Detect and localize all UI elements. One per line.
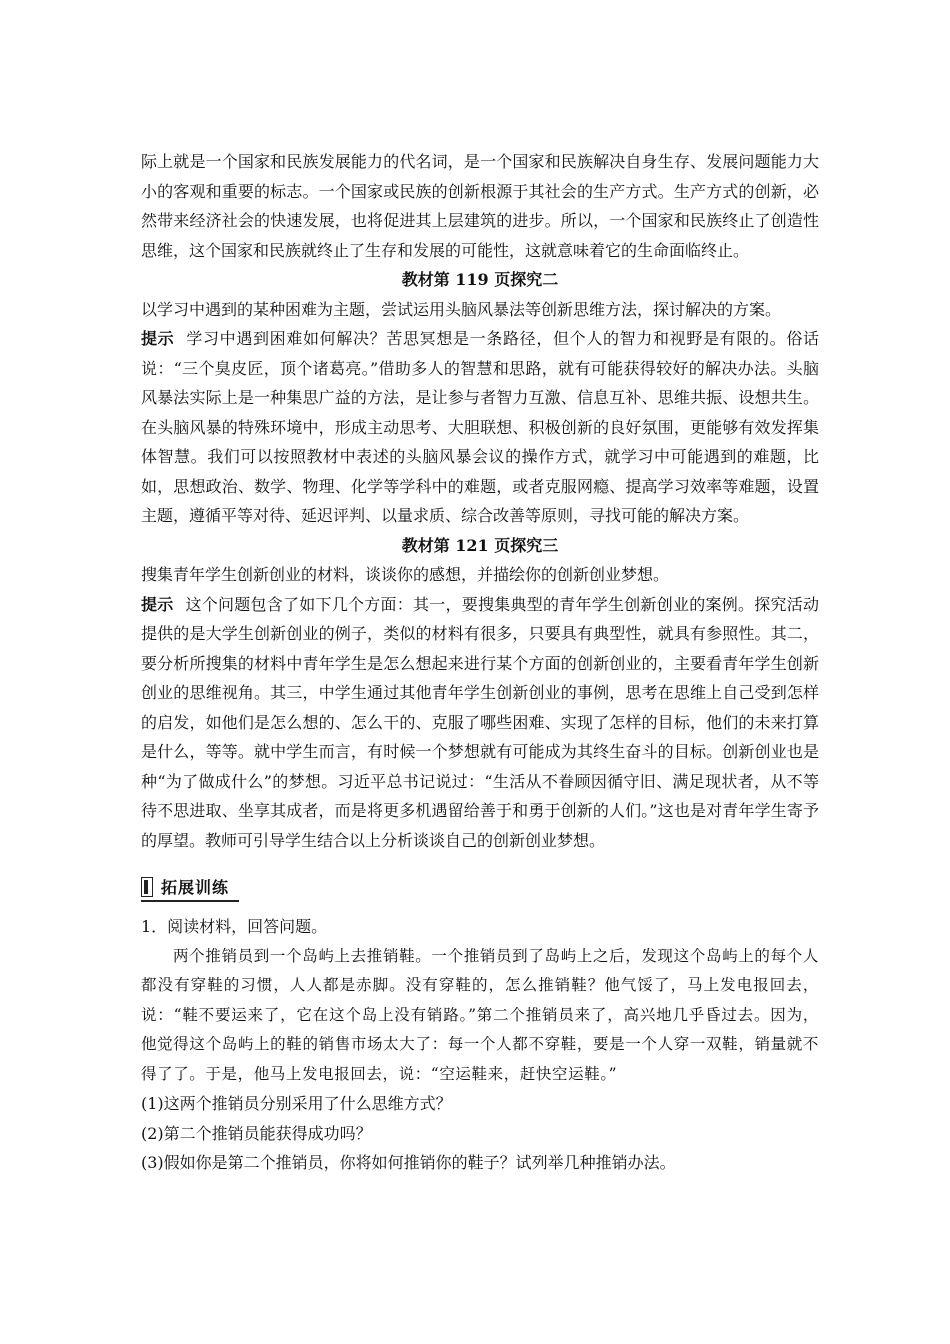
tip-text: 学习中遇到困难如何解决？苦思冥想是一条路径，但个人的智力和视野是有限的。俗话说：“三个臭皮匠，顶个诸葛亮。”借助多人的智慧和思路，就有可能获得较好的解决办法。头脑风暴法实际上是一种集思广益的方法，是让参与者智力互激、信息互补、思维共振、设想共生。在头脑风暴的特殊环境中，形成主动思考、大胆联想、积极创新的良好氛围，更能够有效发挥集体智慧。我们可以按照教材中表述的头脑风暴会议的操作方式，就学习中可能遇到的难题，比如，思想政治、数学、物理、化学等学科中的难题，或者克服网瘾、提高学习效率等难题，设置主题，遵循平等对待、延迟评判、以量求质、综合改善等原则，寻找可能的解决方案。	[141, 329, 819, 525]
explore2-question: 以学习中遇到的某种困难为主题，尝试运用头脑风暴法等创新思维方法，探讨解决的方案。	[141, 299, 782, 319]
tip-label: 提示	[141, 329, 175, 348]
section-header	[141, 873, 819, 902]
question-1-sub-3: (3)假如你是第二个推销员，你将如何推销你的鞋子？试列举几种推销办法。	[141, 1153, 676, 1172]
explore2-title: 教材第 119 页探究二	[401, 270, 559, 289]
section-title: 拓展训练	[161, 878, 230, 897]
explore3-title: 教材第 121 页探究三	[401, 535, 559, 555]
page-content	[141, 147, 819, 1178]
question-1-sub-1: (1)这两个推销员分别采用了什么思维方式？	[141, 1094, 452, 1113]
tip-text: 这个问题包含了如下几个方面：其一，要搜集典型的青年学生创新创业的案例。探究活动提供的是大学生创新创业的例子，类似的材料有很多，只要具有典型性，就具有参照性。其二，要分析所搜集的材料中青年学生是怎么想起来进行某个方面的创新创业的，主要看青年学生创新创业的思维视角。其三，中学生通过其他青年学生创新创业的事例，思考在思维上自己受到怎样的启发，如他们是怎么想的、怎么干的、克服了哪些困难、实现了怎样的目标，他们的未来打算是什么，等等。就中学生而言，有时候一个梦想就有可能成为其终生奋斗的目标。创新创业也是种“为了做成什么”的梦想。习近平总书记说过：“生活从不眷顾因循守旧、满足现状者，从不等待不思进取、坐享其成者，而是将更多机遇留给善于和勇于创新的人们。”这也是对青年学生寄予的厚望。教师可引导学生结合以上分析谈谈自己的创新创业梦想。	[141, 594, 819, 850]
explore3-question: 搜集青年学生创新创业的材料，谈谈你的感想，并描绘你的创新创业梦想。	[141, 565, 670, 584]
section-title-box	[141, 873, 239, 902]
intro-paragraph: 际上就是一个国家和民族发展能力的代名词，是一个国家和民族解决自身生存、发展问题能力大小的客观和重要的标志。一个国家或民族的创新根源于其社会的生产方式。生产方式的创新，必然带来经济社会的快速发展，也将促进其上层建筑的进步。所以，一个国家和民族终止了创造性思维，这个国家和民族就终止了生存和发展的可能性，这就意味着它的生命面临终止。	[141, 152, 819, 260]
explore2-tip	[141, 324, 819, 531]
question-1-material: 两个推销员到一个岛屿上去推销鞋。一个推销员到了岛屿上之后，发现这个岛屿上的每个人都没有穿鞋的习惯，人人都是赤脚。没有穿鞋的，怎么推销鞋？他气馁了，马上发电报回去，说：“鞋不要运来了，它在这个岛上没有销路。”第二个推销员来了，高兴地几乎昏过去。因为，他觉得这个岛屿上的鞋的销售市场太大了：每一个人都不穿鞋，要是一个人穿一双鞋，销量就不得了了。于是，他马上发电报回去，说：“空运鞋来，赶快空运鞋。”	[141, 946, 819, 1083]
question-1-sub-2: (2)第二个推销员能获得成功吗？	[141, 1123, 372, 1143]
section-marker-icon	[141, 877, 153, 897]
tip-label: 提示	[141, 594, 174, 614]
explore3-tip	[141, 590, 819, 856]
question-1-prompt: 1．阅读材料，回答问题。	[141, 917, 328, 936]
